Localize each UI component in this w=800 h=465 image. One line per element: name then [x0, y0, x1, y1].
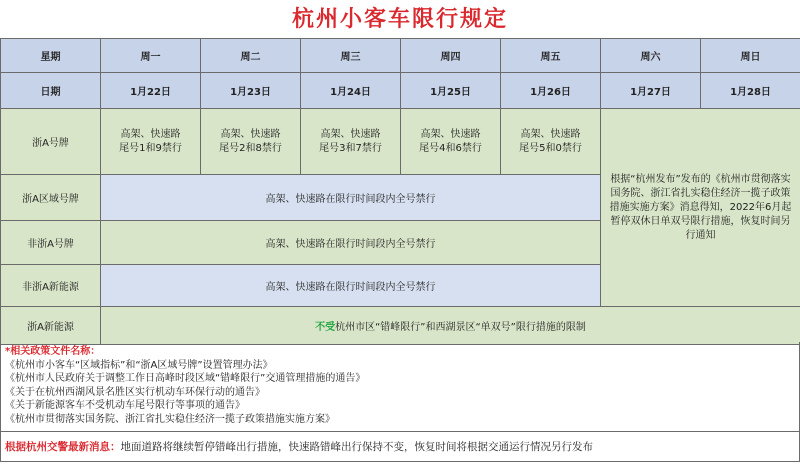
date-sun: 1月28日: [701, 73, 800, 109]
policy-item: 《杭州市人民政府关于调整工作日高峰时段区域“错峰限行”交通管理措施的通告》: [5, 373, 366, 384]
policy-item: 《杭州市小客车“区域指标”和“浙A区域号牌”设置管理办法》: [5, 359, 273, 371]
weekday-sat: 周六: [601, 39, 701, 73]
zhe-a-nev-row: [1, 307, 800, 345]
date-thu: 1月25日: [401, 73, 501, 109]
restriction-table: [0, 38, 800, 345]
traffic-notice: [0, 432, 800, 462]
date-fri: 1月26日: [501, 73, 601, 109]
zhe-a-nev-highlight: 不受: [315, 322, 336, 333]
non-zhe-a-text: 高架、快速路在限行时间段内全号禁行: [101, 221, 601, 265]
zhe-a-row: [1, 109, 800, 175]
zhe-a-cell-line2: 尾号1和9禁行: [119, 142, 182, 154]
zhe-a-zone-label: 浙A区域号牌: [1, 175, 101, 221]
zhe-a-cell-line1: 高架、快速路: [120, 128, 181, 140]
policy-item: 《杭州市贯彻落实国务院、浙江省扎实稳住经济一揽子政策措施实施方案》: [5, 413, 335, 425]
zhe-a-nev-label: 浙A新能源: [1, 307, 101, 345]
zhe-a-cell-line2: 尾号3和7禁行: [319, 142, 382, 154]
weekday-wed: 周三: [301, 39, 401, 73]
weekday-sun: 周日: [701, 39, 800, 73]
non-zhe-a-nev-text: 高架、快速路在限行时间段内全号禁行: [101, 265, 601, 307]
zhe-a-cell-line1: 高架、快速路: [520, 128, 581, 140]
non-zhe-a-label: 非浙A号牌: [1, 221, 101, 265]
date-sat: 1月27日: [601, 73, 701, 109]
weekday-row: [1, 39, 800, 73]
date-wed: 1月24日: [301, 73, 401, 109]
weekday-thu: 周四: [401, 39, 501, 73]
zhe-a-cell-thu: [401, 109, 501, 175]
zhe-a-nev-text: [101, 307, 800, 345]
policy-item: 《关于在杭州西湖风景名胜区实行机动车环保行动的通告》: [5, 386, 265, 398]
zhe-a-cell-line2: 尾号2和8禁行: [219, 142, 282, 154]
weekday-label: 星期: [1, 39, 101, 73]
zhe-a-cell-line2: 尾号5和0禁行: [519, 142, 582, 154]
weekday-tue: 周二: [201, 39, 301, 73]
zhe-a-nev-desc: 杭州市区“错峰限行”和西湖景区“单双号”限行措施的限制: [335, 322, 586, 333]
zhe-a-cell-line1: 高架、快速路: [220, 128, 281, 140]
policy-heading: *相关政策文件名称：: [5, 346, 101, 357]
zhe-a-cell-fri: [501, 109, 601, 175]
zhe-a-cell-wed: [301, 109, 401, 175]
page-title: 杭州小客车限行规定: [291, 6, 508, 32]
policy-item: 《关于新能源客车不受机动车尾号限行等事项的通告》: [5, 400, 245, 411]
non-zhe-a-nev-label: 非浙A新能源: [1, 265, 101, 307]
zhe-a-zone-text: 高架、快速路在限行时间段内全号禁行: [101, 175, 601, 221]
date-tue: 1月23日: [201, 73, 301, 109]
zhe-a-cell-line2: 尾号4和6禁行: [419, 142, 482, 154]
traffic-heading: 根据杭州交警最新消息：: [5, 441, 121, 453]
date-label: 日期: [1, 73, 101, 109]
policy-section: [0, 342, 800, 432]
zhe-a-cell-tue: [201, 109, 301, 175]
zhe-a-label: 浙A号牌: [1, 109, 101, 175]
weekday-fri: 周五: [501, 39, 601, 73]
traffic-text: 地面道路将继续暂停错峰出行措施，快速路错峰出行保持不变，恢复时间将根据交通运行情况另行发布: [120, 441, 593, 453]
date-row: [1, 73, 800, 109]
date-mon: 1月22日: [101, 73, 201, 109]
weekend-notice: 根据“杭州发布”发布的《杭州市贯彻落实国务院、浙江省扎实稳住经济一揽子政策措施实施方案》消息得知，2022年6月起暂停双休日单双号限行措施，恢复时间另行通知: [601, 109, 800, 307]
zhe-a-cell-line1: 高架、快速路: [320, 128, 381, 140]
zhe-a-cell-mon: [101, 109, 201, 175]
zhe-a-cell-line1: 高架、快速路: [420, 128, 481, 140]
weekday-mon: 周一: [101, 39, 201, 73]
